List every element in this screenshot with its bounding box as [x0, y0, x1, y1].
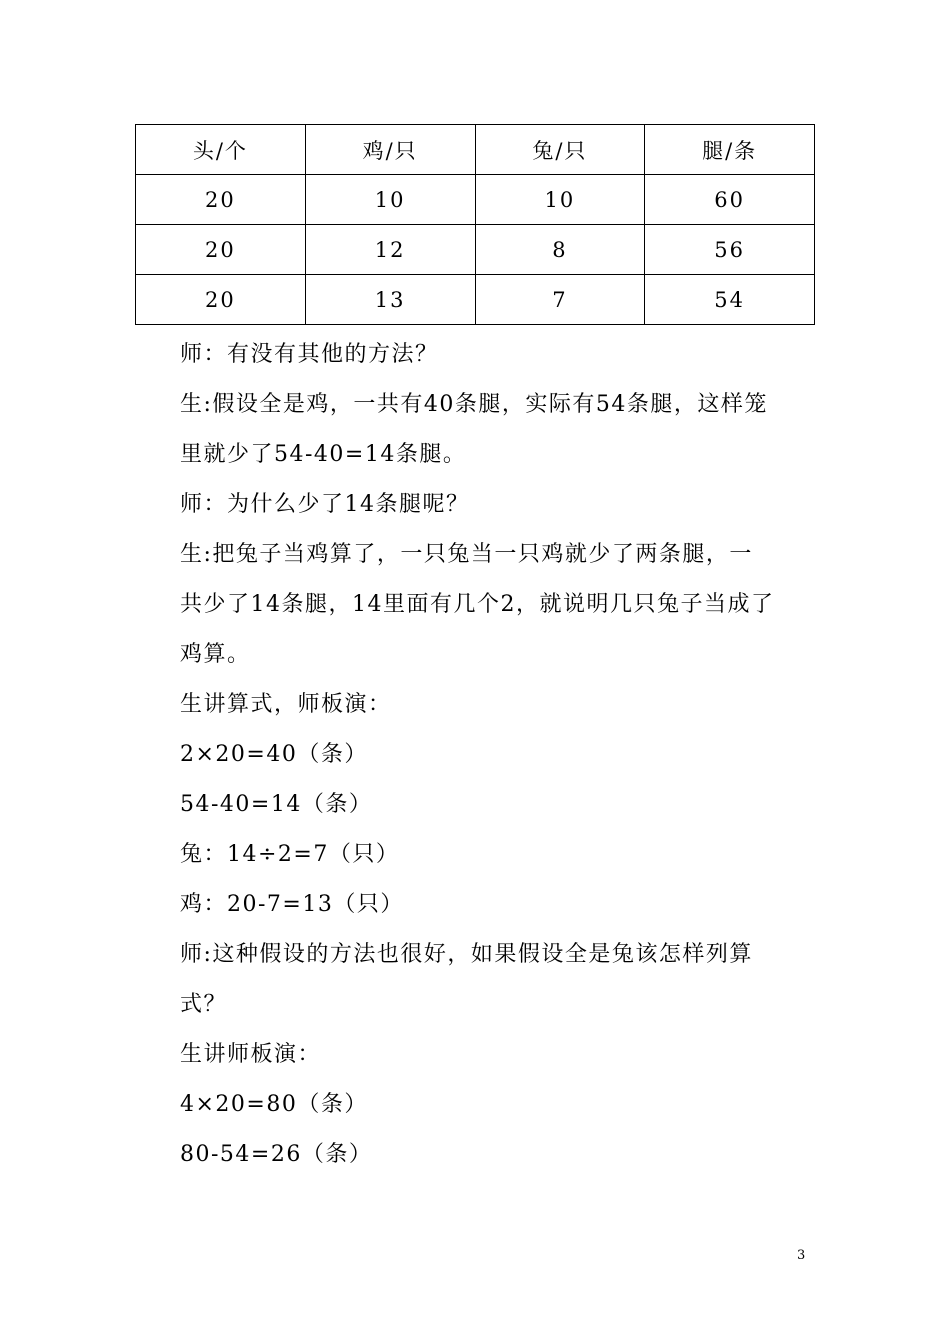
table-cell: 54 — [645, 275, 815, 325]
table-cell: 56 — [645, 225, 815, 275]
text-line: 生讲算式，师板演： — [180, 692, 392, 717]
text-line: 师：为什么少了14条腿呢？ — [180, 492, 470, 517]
text-line: 生:假设全是鸡，一共有40条腿，实际有54条腿，这样笼 — [180, 392, 768, 417]
table-cell: 10 — [305, 175, 475, 225]
header-heads: 头/个 — [136, 125, 306, 175]
text-line: 师:这种假设的方法也很好，如果假设全是兔该怎样列算 — [180, 942, 753, 967]
page-number: 3 — [797, 1248, 806, 1263]
text-line: 里就少了54-40=14条腿。 — [180, 442, 467, 467]
text-line: 式？ — [180, 992, 228, 1017]
text-line: 共少了14条腿，14里面有几个2，就说明几只兔子当成了 — [180, 592, 775, 617]
text-line: 生:把兔子当鸡算了，一只兔当一只鸡就少了两条腿，一 — [180, 542, 753, 567]
table-row — [136, 175, 815, 225]
table-cell: 12 — [305, 225, 475, 275]
table-header-row — [136, 125, 815, 175]
table-cell: 8 — [475, 225, 645, 275]
table-row — [136, 275, 815, 325]
formula-line: 兔：14÷2=7（只） — [180, 842, 400, 867]
text-line: 鸡算。 — [180, 642, 251, 667]
text-line: 师：有没有其他的方法？ — [180, 342, 439, 367]
table-cell: 7 — [475, 275, 645, 325]
formula-line: 80-54=26（条） — [180, 1142, 373, 1167]
header-rabbits: 兔/只 — [475, 125, 645, 175]
header-chickens: 鸡/只 — [305, 125, 475, 175]
formula-line: 4×20=80（条） — [180, 1092, 368, 1117]
formula-line: 鸡：20-7=13（只） — [180, 892, 404, 917]
chicken-rabbit-table — [135, 124, 815, 325]
table-cell: 10 — [475, 175, 645, 225]
table-cell: 20 — [136, 275, 306, 325]
table-cell: 60 — [645, 175, 815, 225]
formula-line: 54-40=14（条） — [180, 792, 373, 817]
lesson-dialogue — [180, 330, 820, 1180]
table-row — [136, 225, 815, 275]
text-line: 生讲师板演： — [180, 1042, 322, 1067]
table-cell: 13 — [305, 275, 475, 325]
table-cell: 20 — [136, 225, 306, 275]
header-legs: 腿/条 — [645, 125, 815, 175]
formula-line: 2×20=40（条） — [180, 742, 368, 767]
table-cell: 20 — [136, 175, 306, 225]
